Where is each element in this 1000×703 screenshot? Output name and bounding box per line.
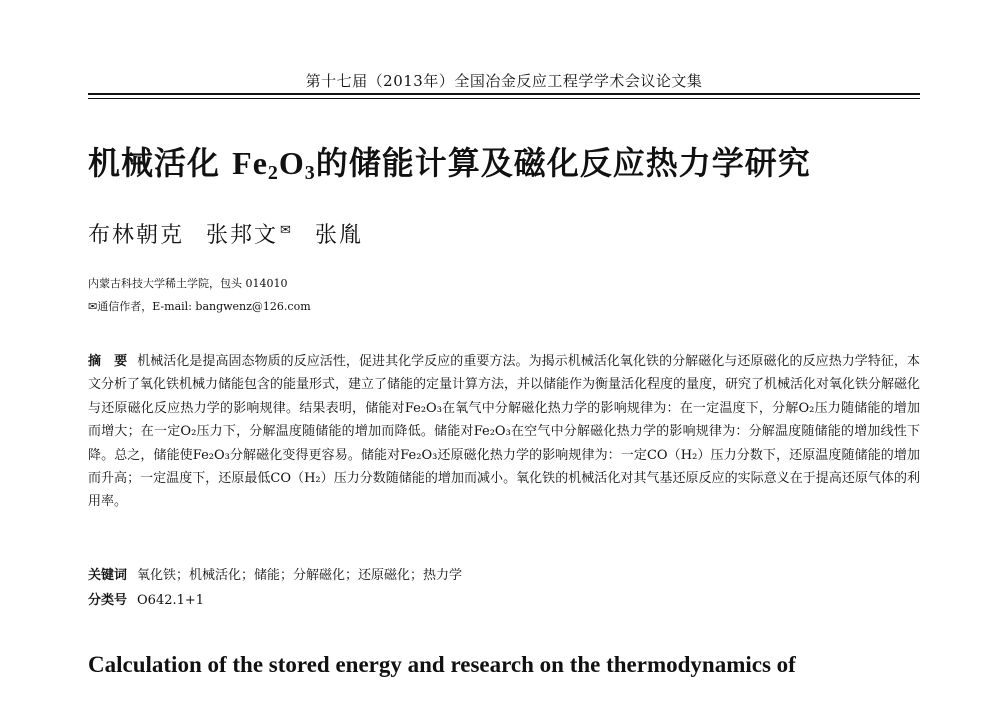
affiliation: 内蒙古科技大学稀土学院，包头 014010 — [88, 277, 288, 290]
classification — [88, 589, 204, 608]
author-2: 张邦文 ✉ — [206, 223, 293, 248]
abstract-text: 机械活化是提高固态物质的反应活性，促进其化学反应的重要方法。为揭示机械活化氧化铁的分解磁化与还原磁化的反应热力学特征，本文分析了氧化铁机械力储能包含的能量形式，建立了储能的定量计算方法，并以储能作为衡量活化程度的量度，研究了机械活化对氧化铁分解磁化与还原磁化反应热力学的影响规律。结果表明，储能对Fe₂O₃在氧气中分解磁化热力学的影响规律为：在一定温度下，分解O₂压力随储能的增加而增大；在一定O₂压力下，分解温度随储能的增加而降低。储能对Fe₂O₃在空气中分解磁化热力学的影响规律为：分解温度随储能的增加线性下降。总之，储能使Fe₂O₃分解磁化变得更容易。储能对Fe₂O₃还原磁化热力学的影响规律为：一定CO（H₂）压力分数下，还原温度随储能的增加而升高；一定温度下，还原最低CO（H₂）压力分数随储能的增加而减小。氧化铁的机械活化对其气基还原反应的实际意义在于提高还原气体的利用率。 — [88, 354, 921, 510]
envelope-icon: ✉ — [88, 300, 98, 313]
keywords-text: 氧化铁；机械活化；储能；分解磁化；还原磁化；热力学 — [137, 568, 463, 583]
keywords — [88, 564, 462, 583]
author-1: 布林朝克 — [88, 223, 185, 248]
title-formula: $Fe_2O_3$ — [232, 145, 316, 184]
author-3: 张胤 — [314, 223, 363, 248]
classification-label: 分类号 — [88, 593, 128, 608]
running-header: 第十七届（2013年）全国冶金反应工程学学术会议论文集 — [305, 72, 703, 90]
paper-title — [88, 138, 928, 184]
title-part-1: 机械活化 — [88, 144, 221, 182]
abstract — [88, 350, 920, 514]
abstract-label: 摘 要 — [88, 354, 128, 369]
header-rule-thin — [88, 98, 920, 99]
author-list — [88, 218, 385, 249]
english-title: Calculation of the stored energy and research on the thermodynamics of — [88, 652, 796, 677]
envelope-icon: ✉ — [280, 223, 293, 238]
header-rule-thick — [88, 93, 920, 95]
classification-text: O642.1+1 — [137, 593, 205, 608]
correspondence: ✉通信作者，E-mail: bangwenz@126.com — [88, 300, 311, 313]
keywords-label: 关键词 — [88, 568, 128, 583]
title-part-2: 的储能计算及磁化反应热力学研究 — [315, 144, 811, 182]
